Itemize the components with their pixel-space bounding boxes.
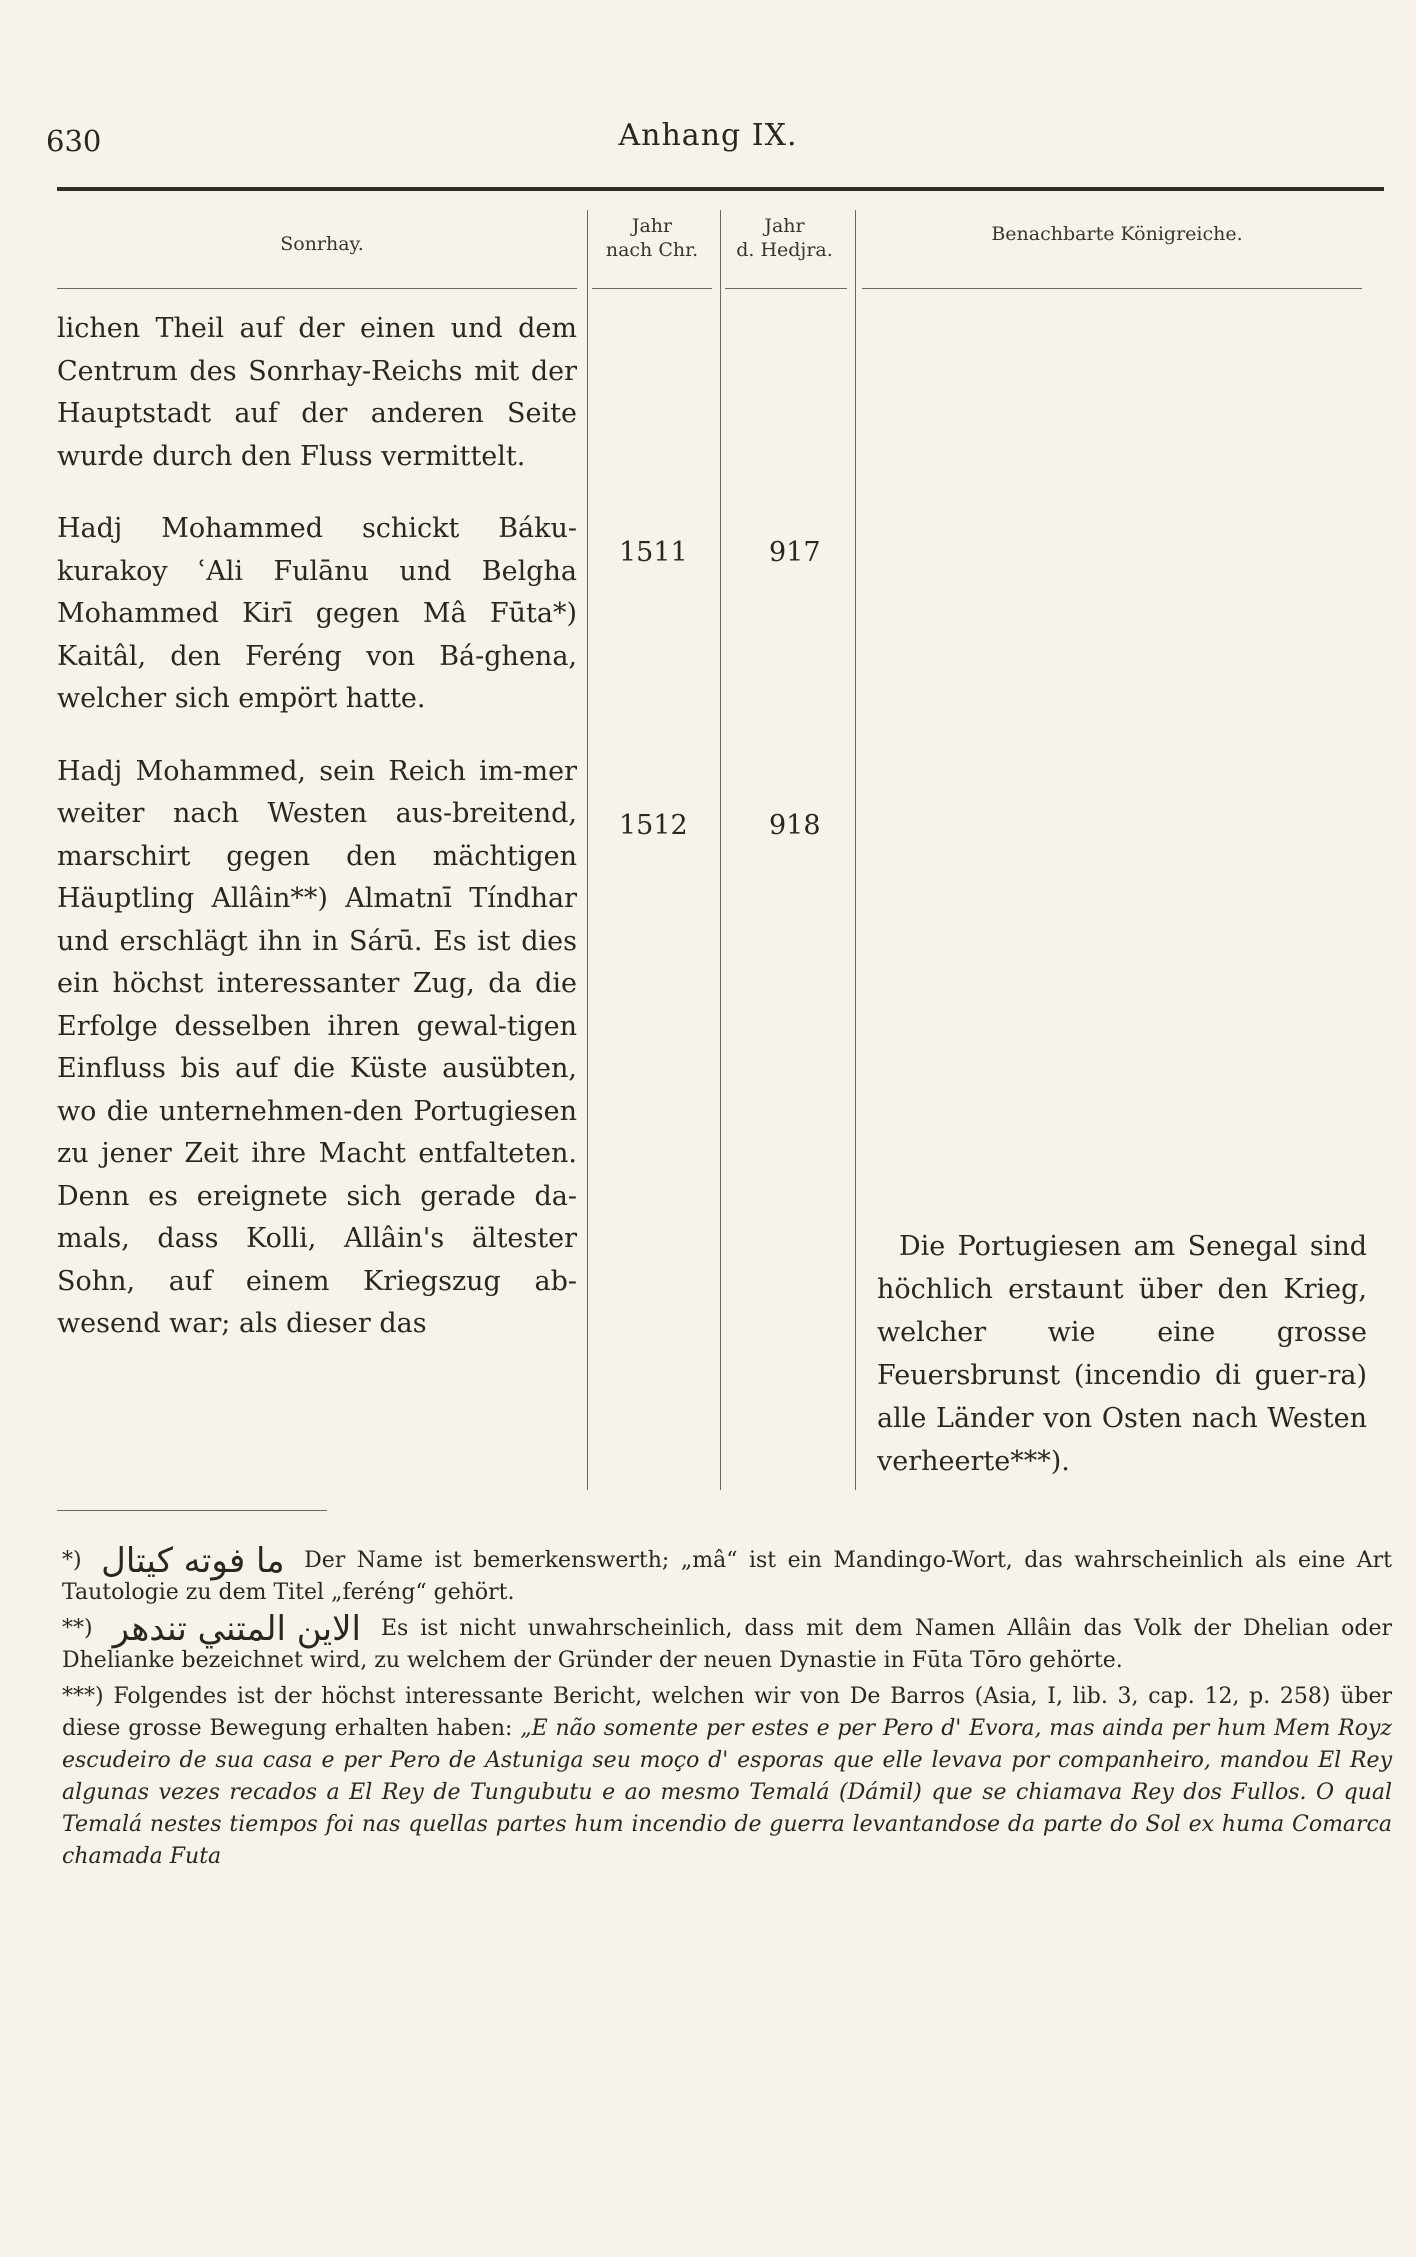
column-separator-3 [855,210,856,1490]
footnote-1-arabic: ﻣﺎ ﻓﻮﺗﻪ ﻛﻴﺘﺎﻝ [101,1541,285,1581]
header-rule-1 [57,288,577,289]
column-separator-1 [587,210,588,1490]
column-separator-2 [720,210,721,1490]
top-rule [57,187,1384,191]
header-rule-2 [592,288,712,289]
year-chr-1512: 1512 [619,810,688,841]
footnote-2-mark: **) [62,1616,93,1641]
header-sonrhay: Sonrhay. [280,233,364,255]
sonrhay-column [57,308,577,1376]
footnote-1-mark: *) [62,1548,82,1573]
footnotes [62,1541,1393,1877]
header-jahr-hedjra [717,214,852,262]
year-hedjra-918: 918 [769,810,821,841]
header-jahr-chr [587,214,717,262]
chronology-table [57,200,1384,1490]
sonrhay-entry-1: Hadj Mohammed schickt Báku-kurakoy ʿAli Fulānu und Belgha Mohammed Kirī gegen Mâ Fūta*) Kaitâl, den Feréng von Bá-ghena, welcher sich empört hatte. [57,513,577,714]
header-jahr-hedjra-line2: d. Hedjra. [736,239,833,261]
running-head: Anhang IX. [618,118,798,153]
header-jahr-chr-line1: Jahr [631,215,673,237]
footnote-3-quote: „E não somente per estes e per Pero d' Evora, mas ainda per hum Mem Royz escudeiro de sua casa e per Pero de Astuniga seu moço d' esporas que elle levava por companheiro, mandou El Rey algunas vezes recados a El Rey de Tungubutu e ao mesmo Temalá (Dámil) que se chiamava Rey dos Fullos. O qual Temalá nestes tiempos foi nas quellas partes hum incendio de guerra levantandose da parte do Sol ex huma Comarca chamada Futa [62,1716,1392,1869]
page-number: 630 [46,124,102,158]
footnote-1 [62,1541,1392,1609]
header-rule-4 [862,288,1362,289]
footnote-3-mark: ***) [62,1684,104,1709]
footnote-rule [57,1510,327,1511]
header-jahr-hedjra-line1: Jahr [764,215,805,237]
footnote-1-text: Der Name ist bemerkenswerth; „mâ“ ist ein Mandingo-Wort, das wahrscheinlich als eine Art Tautologie zu dem Titel „feréng“ gehört. [62,1548,1392,1605]
footnote-3-text: Folgendes ist der höchst interessante Bericht, welchen wir von De Barros (Asia, I, lib. 3, cap. 12, p. 258) über diese grosse Bewegung erhalten haben: [62,1684,1392,1741]
footnote-2-text: Es ist nicht unwahrscheinlich, dass mit dem Namen Allâin das Volk der Dhelian oder Dhelianke bezeichnet wird, zu welchem der Gründer der neuen Dynastie in Fūta Tōro gehörte. [62,1616,1393,1673]
year-hedjra-917: 917 [769,537,821,568]
year-chr-1511: 1511 [619,537,688,568]
header-benachbarte: Benachbarte Königreiche. [991,223,1243,245]
sonrhay-entry-2: Hadj Mohammed, sein Reich im-mer weiter nach Westen aus-breitend, marschirt gegen den mächtigen Häuptling Allâin**) Almatnī Tíndhar und erschlägt ihn in Sárū. Es ist dies ein höchst interessanter Zug, da die Erfolge desselben ihren gewal-tigen Einfluss bis auf die Küste ausübten, wo die unternehmen-den Portugiesen zu jener Zeit ihre Macht entfalteten. Denn es ereignete sich gerade da-mals, dass Kolli, Allâin's ältester Sohn, auf einem Kriegszug ab-wesend war; als dieser das [57,755,577,1339]
header-jahr-chr-line2: nach Chr. [605,239,699,261]
sonrhay-entry-0: lichen Theil auf der einen und dem Centrum des Sonrhay-Reichs mit der Hauptstadt auf der anderen Seite wurde durch den Fluss vermittelt. [57,313,577,472]
footnote-2 [62,1609,1393,1677]
header-rule-3 [725,288,847,289]
benachbarte-text: Die Portugiesen am Senegal sind höchlich erstaunt über den Krieg, welcher wie eine grosse Feuersbrunst (incendio di guer-ra) alle Länder von Osten nach Westen verheerte***). [877,1231,1367,1477]
footnote-3 [62,1681,1392,1873]
footnote-2-arabic: ﺍﻻﻳﻦ ﺍﻟﻤﺘﻨﻲ ﺗﻨﺪﻫﺮ [112,1609,361,1649]
